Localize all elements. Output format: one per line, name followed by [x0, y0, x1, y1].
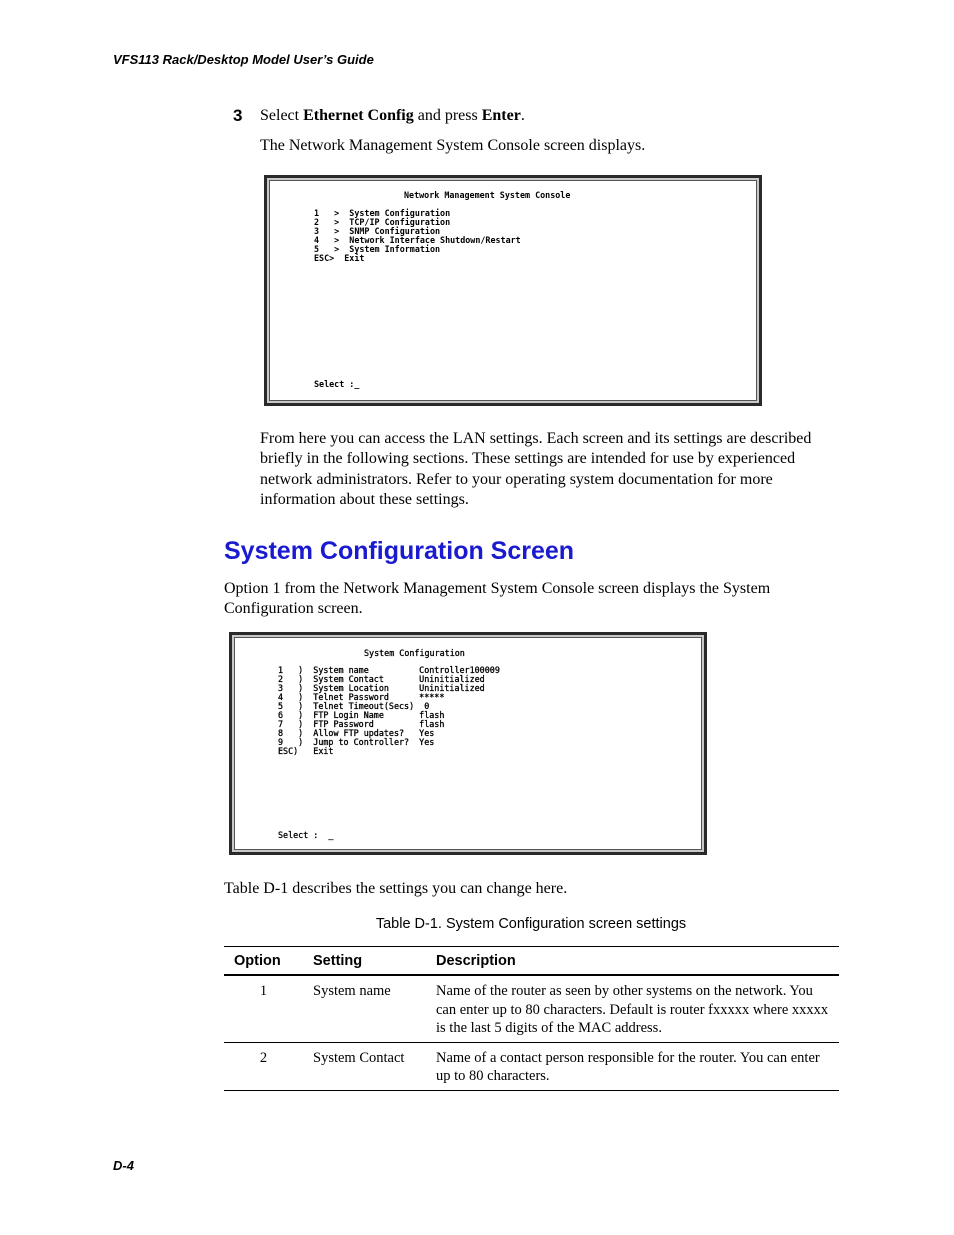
- step-menu-name: Ethernet Config: [303, 107, 414, 124]
- column-header-description: Description: [436, 952, 516, 969]
- nms-console-screenshot: [264, 175, 762, 406]
- lan-settings-paragraph: From here you can access the LAN settings. Each screen and its settings are described briefly in the following sections. These settings are intended for use by experienced network administrators. Refer to your operating system documentation for more information about these settings.: [260, 430, 812, 508]
- table-intro: Table D-1 describes the settings you can change here.: [224, 880, 568, 897]
- settings-table: [224, 946, 839, 1091]
- console-menu-item: 1 > System Configuration: [314, 208, 451, 218]
- console-menu-item: 2 ) System Contact Uninitialized: [278, 674, 485, 684]
- console-menu-item: 9 ) Jump to Controller? Yes: [278, 737, 435, 747]
- console-menu-item: 5 ) Telnet Timeout(Secs) 0: [278, 701, 430, 711]
- table-header-row: [224, 947, 839, 976]
- console-menu-item: 6 ) FTP Login Name flash: [278, 710, 445, 720]
- step-number: 3: [233, 106, 243, 125]
- column-header-option: Option: [234, 952, 281, 969]
- table-caption: Table D-1. System Configuration screen settings: [375, 916, 687, 932]
- console-menu-item: 8 ) Allow FTP updates? Yes: [278, 728, 435, 738]
- console-menu-item: 4 > Network Interface Shutdown/Restart: [314, 235, 521, 245]
- step-instruction: [260, 107, 525, 125]
- console-select-prompt: Select : _: [278, 830, 334, 840]
- step-key-name: Enter: [481, 107, 521, 124]
- section-intro: Option 1 from the Network Management System Console screen displays the System Configuration screen.: [224, 580, 771, 618]
- system-config-console-screenshot: [229, 632, 707, 855]
- cell-setting: System name: [313, 983, 391, 999]
- console-menu-item: 4 ) Telnet Password *****: [278, 692, 445, 702]
- page-number: D-4: [113, 1158, 134, 1173]
- console-menu-item: ESC> Exit: [314, 253, 365, 263]
- console-menu-item: 1 ) System name Controller100009: [278, 665, 500, 675]
- console-select-prompt: Select :_: [314, 379, 360, 389]
- running-header: VFS113 Rack/Desktop Model User’s Guide: [113, 52, 374, 67]
- cell-description: Name of the router as seen by other systems on the network. You can enter up to 80 characters. Default is router fxxxxx where xxxxx is the last 5 digits of the MAC address.: [436, 983, 829, 1036]
- step-text-post: .: [520, 107, 525, 124]
- console-menu-item: 7 ) FTP Password flash: [278, 719, 445, 729]
- table-row: [224, 1043, 839, 1091]
- console-title: System Configuration: [364, 648, 465, 658]
- step-text-pre: Select: [260, 107, 304, 124]
- section-heading: System Configuration Screen: [224, 537, 575, 565]
- console-menu-item: ESC) Exit: [278, 746, 334, 756]
- step-result: The Network Management System Console screen displays.: [260, 137, 646, 154]
- cell-setting: System Contact: [313, 1049, 405, 1066]
- column-header-setting: Setting: [313, 952, 363, 969]
- console-menu-item: 2 > TCP/IP Configuration: [314, 217, 451, 227]
- console-title: Network Management System Console: [404, 190, 571, 200]
- console-menu-item: 3 ) System Location Uninitialized: [278, 683, 485, 693]
- table-row: [224, 976, 839, 1043]
- console-menu-item: 3 > SNMP Configuration: [314, 226, 441, 236]
- cell-option: 1: [259, 983, 268, 999]
- cell-option: 2: [259, 1049, 268, 1066]
- cell-description: Name of a contact person responsible for the router. You can enter up to 80 characters.: [436, 1049, 820, 1084]
- step-text-mid: and press: [413, 107, 482, 124]
- console-menu-item: 5 > System Information: [314, 244, 441, 254]
